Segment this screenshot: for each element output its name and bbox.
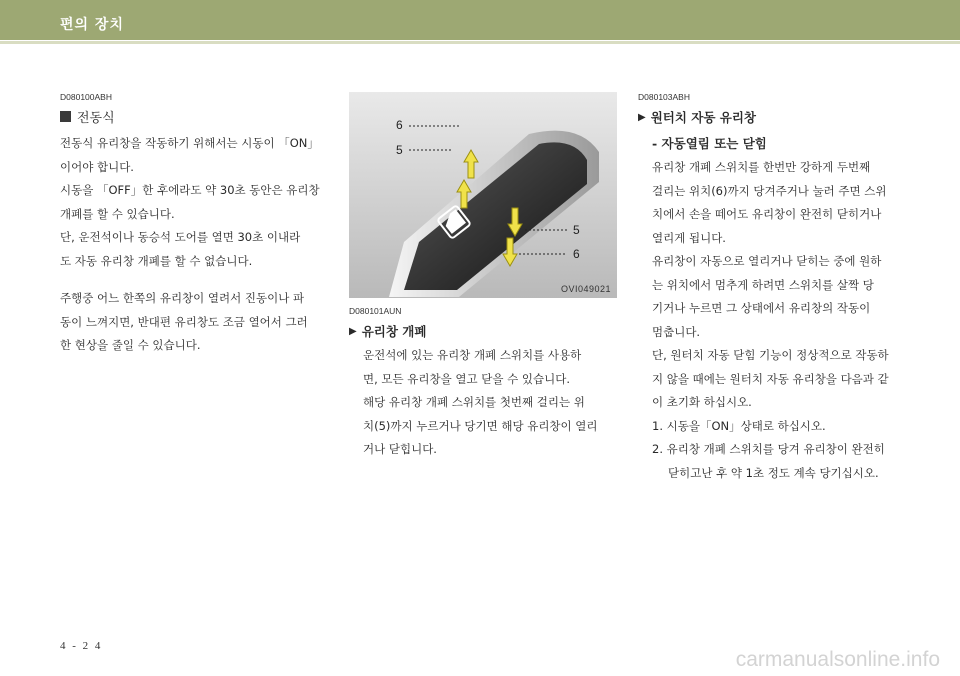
step-line: 1. 시동을「ON」상태로 하십시오. [652, 418, 826, 433]
figure-label: 5 [573, 223, 580, 237]
section-heading-text: 유리창 개폐 [361, 324, 427, 339]
paragraph-line: 기거나 누르면 그 상태에서 유리창의 작동이 [652, 301, 871, 315]
paragraph-line: 열리게 됩니다. [652, 230, 726, 245]
paragraph-line: 유리창 개폐 스위치를 한번만 강하게 두번째 [652, 160, 871, 174]
paragraph-line: 한 현상을 줄일 수 있습니다. [60, 338, 201, 352]
window-switch-illustration [349, 92, 617, 298]
paragraph-line: 면, 모든 유리창을 열고 닫을 수 있습니다. [363, 371, 570, 386]
page-header [0, 0, 960, 40]
paragraph-line: 주행중 어느 한쪽의 유리창이 열려서 진동이나 파 [60, 291, 305, 305]
section-heading [638, 108, 910, 126]
left-column [60, 92, 332, 358]
paragraph-line: 는 위치에서 멈추게 하려면 스위치를 살짝 당 [652, 277, 874, 292]
triangle-bullet-icon: ▶ [349, 325, 357, 337]
middle-column [349, 306, 617, 462]
paragraph-line: 개폐를 할 수 있습니다. [60, 206, 175, 221]
paragraph-line: 운전석에 있는 유리창 개폐 스위치를 사용하 [363, 348, 582, 362]
section-code: D080100ABH [60, 92, 112, 102]
figure-caption: OVI049021 [560, 284, 611, 294]
paragraph-line: 치(5)까지 누르거나 당기면 해당 유리창이 열리 [363, 418, 598, 433]
subsection-heading-text: 전동식 [77, 111, 115, 126]
paragraph-line: 거나 닫힙니다. [363, 442, 437, 456]
paragraph-line: 시동을 「OFF」한 후에라도 약 30초 동안은 유리창 [60, 183, 320, 197]
right-column [638, 92, 910, 485]
step-line-continued: 닫히고난 후 약 1초 정도 계속 당기십시오. [668, 465, 879, 480]
paragraph-line: 이 초기화 하십시오. [652, 395, 752, 409]
step-line: 2. 유리창 개폐 스위치를 당겨 유리창이 완전히 [652, 442, 885, 456]
header-divider [0, 41, 960, 44]
paragraph-line: 동이 느껴지면, 반대편 유리창도 조금 열어서 그러 [60, 314, 308, 329]
paragraph-line: 걸리는 위치(6)까지 당겨주거나 눌러 주면 스위 [652, 183, 887, 198]
paragraph-line: 해당 유리창 개폐 스위치를 첫번째 걸리는 위 [363, 395, 585, 409]
paragraph-line: 멈춥니다. [652, 324, 701, 339]
paragraph-line: 지 않을 때에는 원터치 자동 유리창을 다음과 같 [652, 371, 889, 386]
subsection-heading [60, 107, 332, 126]
page-number: 4 - 2 4 [60, 640, 103, 652]
paragraph-line: 단, 원터치 자동 닫힘 기능이 정상적으로 작동하 [652, 348, 889, 362]
section-heading-text: 원터치 자동 유리창 [650, 110, 757, 125]
section-code: D080103ABH [638, 92, 690, 102]
square-bullet-icon [60, 111, 71, 122]
paragraph-line: 단, 운전석이나 동승석 도어를 열면 30초 이내라 [60, 230, 301, 244]
figure-label: 6 [396, 118, 403, 132]
section-title: 편의 장치 [60, 17, 124, 33]
paragraph-line: 전동식 유리창을 작동하기 위해서는 시동이 「ON」 [60, 136, 319, 150]
figure-label: 5 [396, 143, 403, 157]
paragraph-line: 유리창이 자동으로 열리거나 닫히는 중에 원하 [652, 254, 882, 268]
watermark: carmanualsonline.info [735, 648, 940, 671]
section-heading [349, 322, 617, 340]
subsection-heading: - 자동열림 또는 닫힘 [652, 136, 767, 151]
paragraph-line: 치에서 손을 떼어도 유리창이 완전히 닫히거나 [652, 207, 882, 221]
paragraph-line: 이어야 합니다. [60, 159, 134, 174]
triangle-bullet-icon: ▶ [638, 111, 646, 123]
figure-label: 6 [573, 247, 580, 261]
paragraph-line: 도 자동 유리창 개폐를 할 수 없습니다. [60, 253, 253, 268]
window-switch-figure [349, 92, 617, 298]
section-code: D080101AUN [349, 306, 402, 316]
up-arrow-icon [464, 150, 478, 178]
